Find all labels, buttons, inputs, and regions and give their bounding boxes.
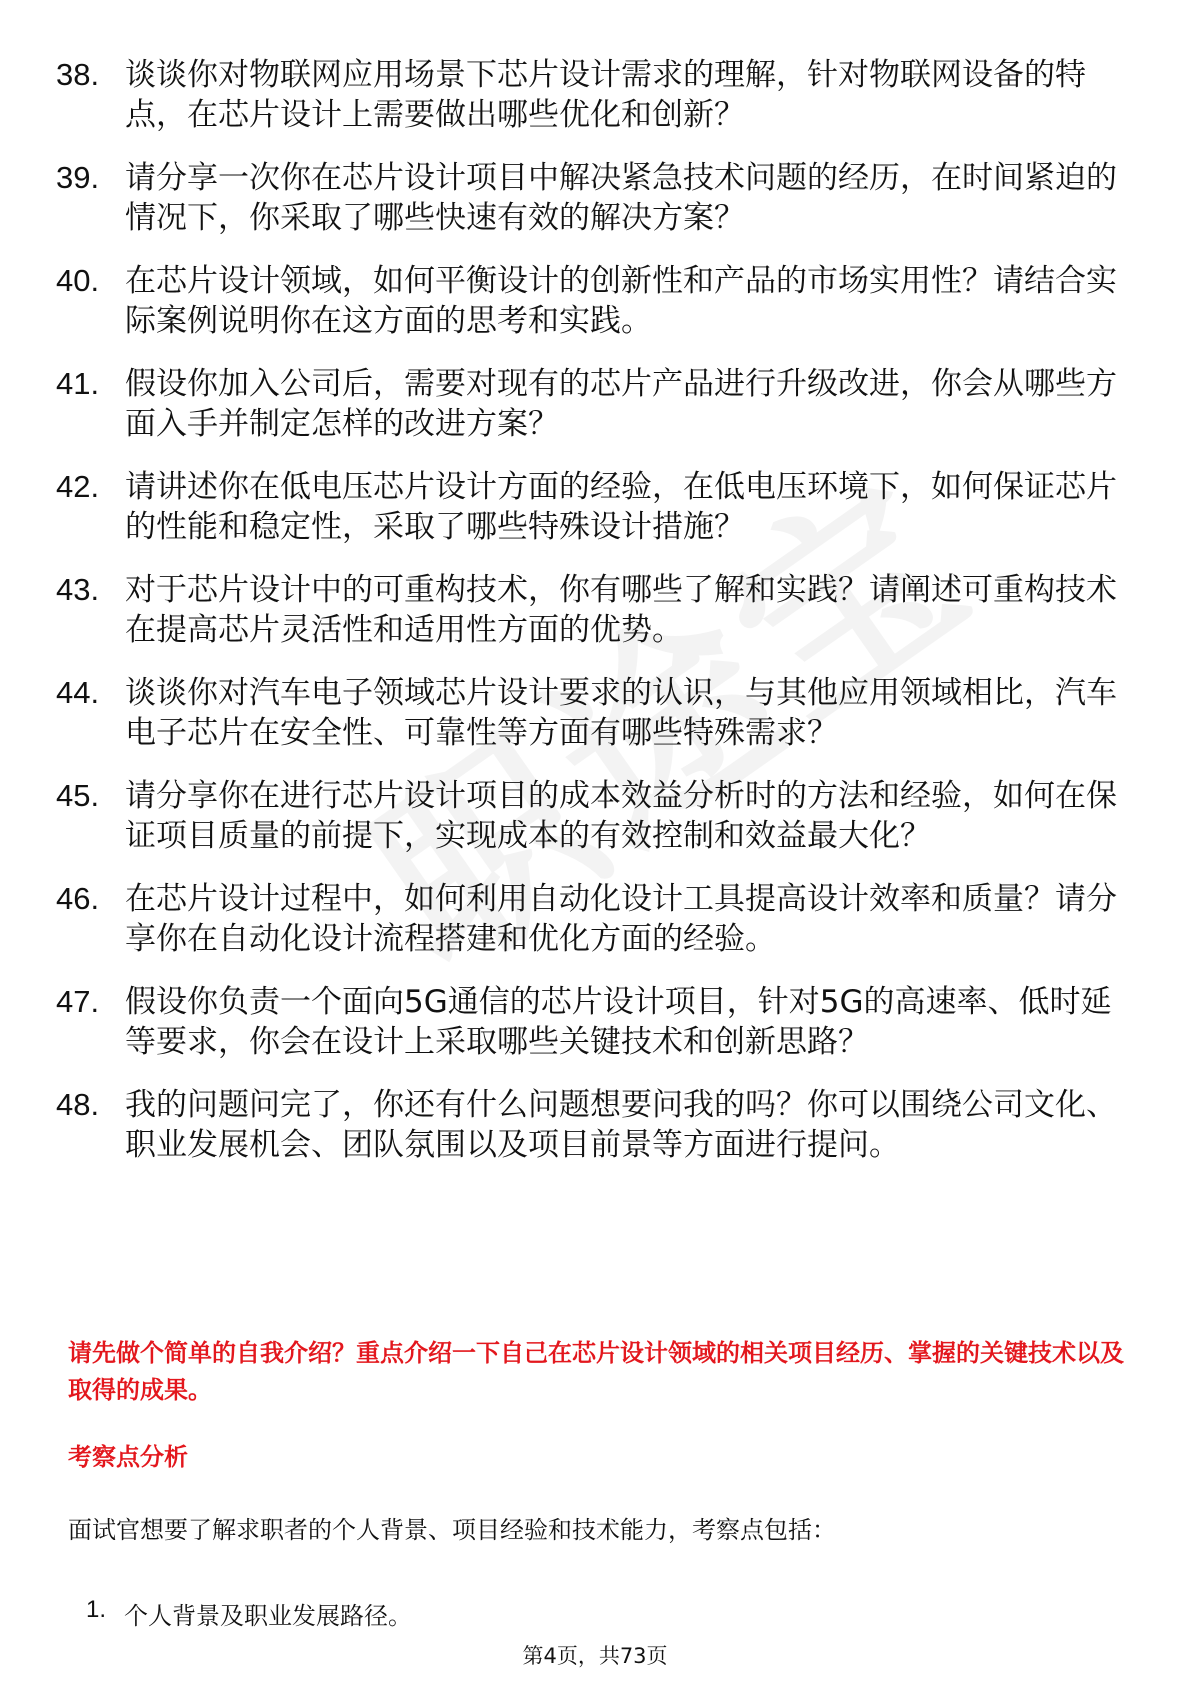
question-text: 我的问题问完了，你还有什么问题想要问我的吗？你可以围绕公司文化、职业发展机会、团队氛围以及项目前景等方面进行提问。 xyxy=(125,1087,1117,1163)
question-number: 38. xyxy=(56,57,100,92)
question-item xyxy=(56,673,1136,753)
question-text: 在芯片设计过程中，如何利用自动化设计工具提高设计效率和质量？请分享你在自动化设计流程搭建和优化方面的经验。 xyxy=(125,881,1117,957)
question-item xyxy=(56,55,1136,135)
highlight-question: 请先做个简单的自我介绍？重点介绍一下自己在芯片设计领域的相关项目经历、掌握的关键技术以及取得的成果。 xyxy=(68,1339,1124,1404)
question-item xyxy=(56,1085,1136,1165)
question-text: 谈谈你对汽车电子领域芯片设计要求的认识，与其他应用领域相比，汽车电子芯片在安全性、可靠性等方面有哪些特殊需求？ xyxy=(125,675,1117,751)
question-text: 假设你加入公司后，需要对现有的芯片产品进行升级改进，你会从哪些方面入手并制定怎样的改进方案？ xyxy=(125,366,1117,442)
question-text: 对于芯片设计中的可重构技术，你有哪些了解和实践？请阐述可重构技术在提高芯片灵活性和适用性方面的优势。 xyxy=(125,572,1117,648)
question-number: 45. xyxy=(56,778,100,813)
question-item xyxy=(56,364,1136,444)
analysis-point xyxy=(86,1596,412,1631)
question-item xyxy=(56,467,1136,547)
question-item xyxy=(56,158,1136,238)
question-number: 40. xyxy=(56,263,100,298)
analysis-title: 考察点分析 xyxy=(68,1443,188,1471)
question-number: 43. xyxy=(56,572,100,607)
question-text: 请分享你在进行芯片设计项目的成本效益分析时的方法和经验，如何在保证项目质量的前提下，实现成本的有效控制和效益最大化？ xyxy=(125,778,1117,854)
question-number: 39. xyxy=(56,160,100,195)
question-number: 46. xyxy=(56,881,100,916)
question-list xyxy=(56,55,1136,1188)
question-text: 在芯片设计领域，如何平衡设计的创新性和产品的市场实用性？请结合实际案例说明你在这方面的思考和实践。 xyxy=(125,263,1117,339)
question-item xyxy=(56,879,1136,959)
question-item xyxy=(56,570,1136,650)
question-text: 请讲述你在低电压芯片设计方面的经验，在低电压环境下，如何保证芯片的性能和稳定性，采取了哪些特殊设计措施？ xyxy=(125,469,1117,545)
question-item xyxy=(56,776,1136,856)
question-text: 假设你负责一个面向5G通信的芯片设计项目，针对5G的高速率、低时延等要求，你会在设计上采取哪些关键技术和创新思路？ xyxy=(125,984,1112,1060)
page-footer: 第4页，共73页 xyxy=(522,1644,668,1668)
question-text: 谈谈你对物联网应用场景下芯片设计需求的理解，针对物联网设备的特点，在芯片设计上需要做出哪些优化和创新？ xyxy=(125,57,1086,133)
question-number: 48. xyxy=(56,1087,100,1122)
question-number: 44. xyxy=(56,675,100,710)
question-number: 47. xyxy=(56,984,100,1019)
question-item xyxy=(56,261,1136,341)
question-number: 41. xyxy=(56,366,100,401)
question-item xyxy=(56,982,1136,1062)
analysis-intro: 面试官想要了解求职者的个人背景、项目经验和技术能力，考察点包括： xyxy=(68,1516,836,1544)
question-text: 请分享一次你在芯片设计项目中解决紧急技术问题的经历，在时间紧迫的情况下，你采取了哪些快速有效的解决方案？ xyxy=(125,160,1117,236)
question-number: 42. xyxy=(56,469,100,504)
analysis-point-text: 个人背景及职业发展路径。 xyxy=(124,1602,412,1630)
analysis-point-number: 1. xyxy=(86,1596,107,1623)
